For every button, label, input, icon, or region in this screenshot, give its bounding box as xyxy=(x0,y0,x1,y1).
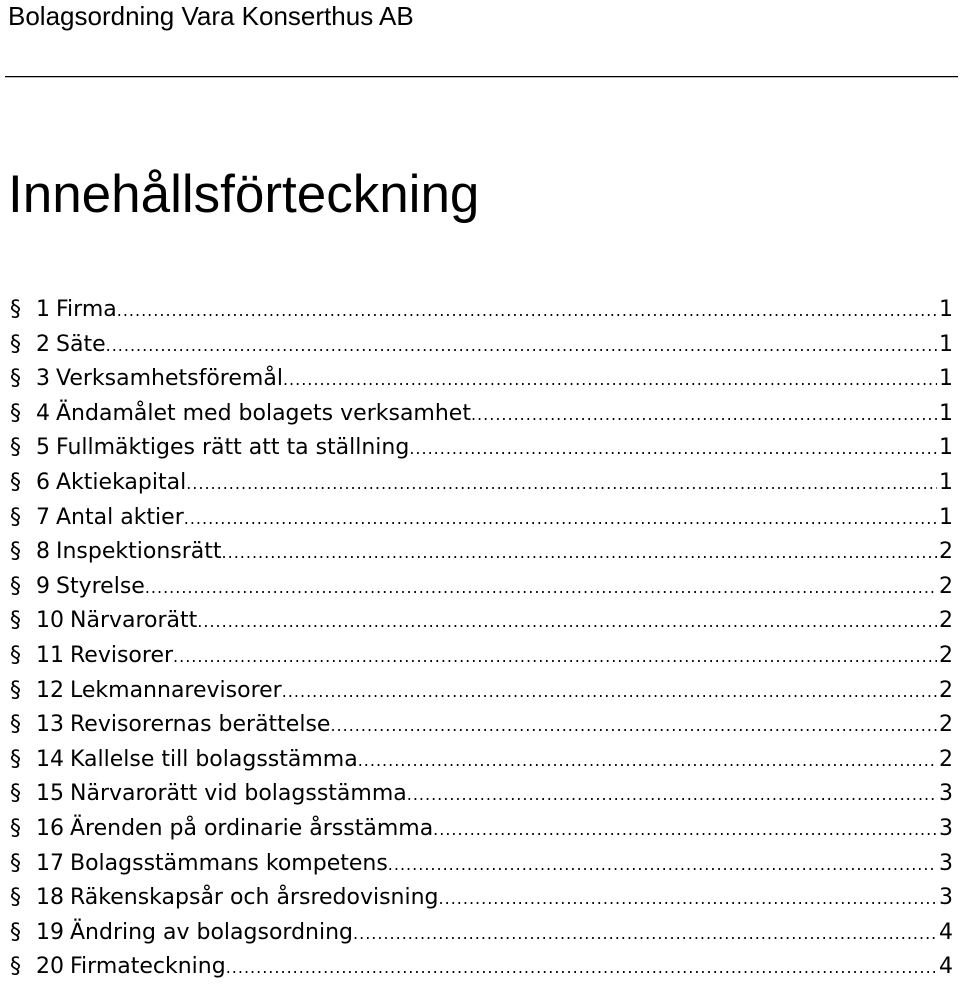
dot-leader xyxy=(145,571,937,605)
toc-entry-number: 14 xyxy=(36,746,64,772)
toc-title: Innehållsförteckning xyxy=(8,165,480,224)
toc-entry-number: 15 xyxy=(36,781,64,807)
toc-entry-page-number: 2 xyxy=(939,746,953,772)
dot-leader xyxy=(439,882,937,916)
toc-entry-page-number: 2 xyxy=(939,539,953,565)
section-symbol: § xyxy=(10,954,21,980)
toc-entry-page-number: 1 xyxy=(939,469,953,495)
section-symbol: § xyxy=(10,331,21,357)
toc-entry-number: 12 xyxy=(36,677,64,703)
document-header-title: Bolagsordning Vara Konserthus AB xyxy=(8,1,414,31)
toc-entry-label: Inspektionsrätt xyxy=(56,539,222,565)
section-symbol: § xyxy=(10,712,21,738)
toc-entry[interactable] xyxy=(10,950,953,985)
toc-entry[interactable] xyxy=(10,328,953,363)
section-symbol: § xyxy=(10,746,21,772)
toc-entry-label: Ändring av bolagsordning xyxy=(70,919,354,945)
toc-entry-number: 19 xyxy=(36,919,64,945)
toc-entry-label: Närvarorätt vid bolagsstämma xyxy=(70,781,407,807)
toc-entry-number: 5 xyxy=(36,435,50,461)
toc-entry-label: Styrelse xyxy=(56,573,145,599)
section-symbol: § xyxy=(10,400,21,426)
toc-entry-label: Aktiekapital xyxy=(56,469,187,495)
toc-entry-page-number: 3 xyxy=(939,885,953,911)
toc-entry-page-number: 2 xyxy=(939,677,953,703)
toc-entry-label: Firmateckning xyxy=(70,954,226,980)
toc-entry-page-number: 1 xyxy=(939,366,953,392)
section-symbol: § xyxy=(10,539,21,565)
dot-leader xyxy=(173,640,937,674)
section-symbol: § xyxy=(10,297,21,322)
dot-leader xyxy=(433,813,937,847)
toc-entry[interactable] xyxy=(10,570,953,605)
toc-entry-number: 8 xyxy=(36,539,50,565)
toc-entry-label: Säte xyxy=(56,331,106,357)
toc-entry-page-number: 1 xyxy=(939,400,953,426)
toc-entry-number: 10 xyxy=(36,608,64,634)
toc-entry[interactable] xyxy=(10,812,953,847)
toc-entry-number: 6 xyxy=(36,469,50,495)
dot-leader xyxy=(409,432,937,466)
toc-entry-page-number: 1 xyxy=(939,504,953,530)
toc-entry[interactable] xyxy=(10,916,953,951)
section-symbol: § xyxy=(10,781,21,807)
dot-leader xyxy=(282,675,937,709)
toc-entry-number: 11 xyxy=(36,642,64,668)
section-symbol: § xyxy=(10,469,21,495)
dot-leader xyxy=(106,329,937,363)
dot-leader xyxy=(330,709,937,743)
toc-entry[interactable] xyxy=(10,293,953,328)
section-symbol: § xyxy=(10,642,21,668)
toc-entry-page-number: 1 xyxy=(939,435,953,461)
dot-leader xyxy=(407,778,937,812)
toc-entry-page-number: 3 xyxy=(939,781,953,807)
toc-entry-label: Revisorernas berättelse xyxy=(70,712,331,738)
toc-entry-number: 17 xyxy=(36,850,64,876)
toc-entry[interactable] xyxy=(10,743,953,778)
toc-entry-number: 7 xyxy=(36,504,50,530)
toc-entry-number: 13 xyxy=(36,712,64,738)
toc-list xyxy=(10,293,953,985)
dot-leader xyxy=(353,917,937,951)
section-symbol: § xyxy=(10,608,21,634)
toc-entry-label: Närvarorätt xyxy=(70,608,198,634)
dot-leader xyxy=(197,605,937,639)
section-symbol: § xyxy=(10,366,21,392)
header-divider xyxy=(5,76,958,77)
section-symbol: § xyxy=(10,850,21,876)
toc-entry[interactable] xyxy=(10,639,953,674)
toc-entry-label: Bolagsstämmans kompetens xyxy=(70,850,388,876)
toc-entry-number: 3 xyxy=(36,366,50,392)
dot-leader xyxy=(283,363,937,397)
dot-leader xyxy=(222,536,937,570)
toc-entry-number: 1 xyxy=(36,297,50,322)
toc-entry-number: 4 xyxy=(36,400,50,426)
toc-entry-page-number: 3 xyxy=(939,815,953,841)
toc-entry-label: Kallelse till bolagsstämma xyxy=(70,746,358,772)
toc-entry-page-number: 1 xyxy=(939,297,953,322)
toc-entry-number: 18 xyxy=(36,885,64,911)
toc-entry-label: Firma xyxy=(56,297,117,322)
toc-entry-number: 20 xyxy=(36,954,64,980)
toc-entry[interactable] xyxy=(10,777,953,812)
toc-entry-label: Antal aktier xyxy=(56,504,184,530)
dot-leader xyxy=(184,502,937,536)
toc-entry-label: Fullmäktiges rätt att ta ställning xyxy=(56,435,410,461)
toc-entry-label: Räkenskapsår och årsredovisning xyxy=(70,885,439,911)
toc-entry-number: 9 xyxy=(36,573,50,599)
toc-entry[interactable] xyxy=(10,847,953,882)
dot-leader xyxy=(358,744,937,778)
section-symbol: § xyxy=(10,504,21,530)
toc-entry[interactable] xyxy=(10,674,953,709)
section-symbol: § xyxy=(10,573,21,599)
toc-entry-page-number: 2 xyxy=(939,712,953,738)
toc-entry-page-number: 4 xyxy=(939,919,953,945)
toc-entry[interactable] xyxy=(10,708,953,743)
dot-leader xyxy=(226,951,937,985)
toc-entry-label: Lekmannarevisorer xyxy=(70,677,282,703)
toc-entry-number: 2 xyxy=(36,331,50,357)
dot-leader xyxy=(117,294,937,328)
toc-entry-page-number: 1 xyxy=(939,331,953,357)
section-symbol: § xyxy=(10,677,21,703)
toc-entry-page-number: 4 xyxy=(939,954,953,980)
toc-entry[interactable] xyxy=(10,362,953,397)
toc-entry[interactable] xyxy=(10,604,953,639)
toc-entry-label: Verksamhetsföremål xyxy=(56,366,283,392)
section-symbol: § xyxy=(10,885,21,911)
section-symbol: § xyxy=(10,435,21,461)
toc-entry[interactable] xyxy=(10,535,953,570)
dot-leader xyxy=(186,467,937,501)
dot-leader xyxy=(388,848,937,882)
toc-entry[interactable] xyxy=(10,397,953,432)
toc-entry-label: Revisorer xyxy=(70,642,174,668)
section-symbol: § xyxy=(10,815,21,841)
dot-leader xyxy=(471,398,937,432)
toc-entry-label: Ärenden på ordinarie årsstämma xyxy=(70,815,434,841)
toc-entry[interactable] xyxy=(10,466,953,501)
toc-entry-label: Ändamålet med bolagets verksamhet xyxy=(56,400,471,426)
toc-entry-page-number: 2 xyxy=(939,573,953,599)
toc-entry[interactable] xyxy=(10,431,953,466)
toc-entry-page-number: 2 xyxy=(939,642,953,668)
toc-entry-page-number: 2 xyxy=(939,608,953,634)
section-symbol: § xyxy=(10,919,21,945)
toc-entry[interactable] xyxy=(10,881,953,916)
toc-entry[interactable] xyxy=(10,501,953,536)
toc-entry-page-number: 3 xyxy=(939,850,953,876)
toc-entry-number: 16 xyxy=(36,815,64,841)
